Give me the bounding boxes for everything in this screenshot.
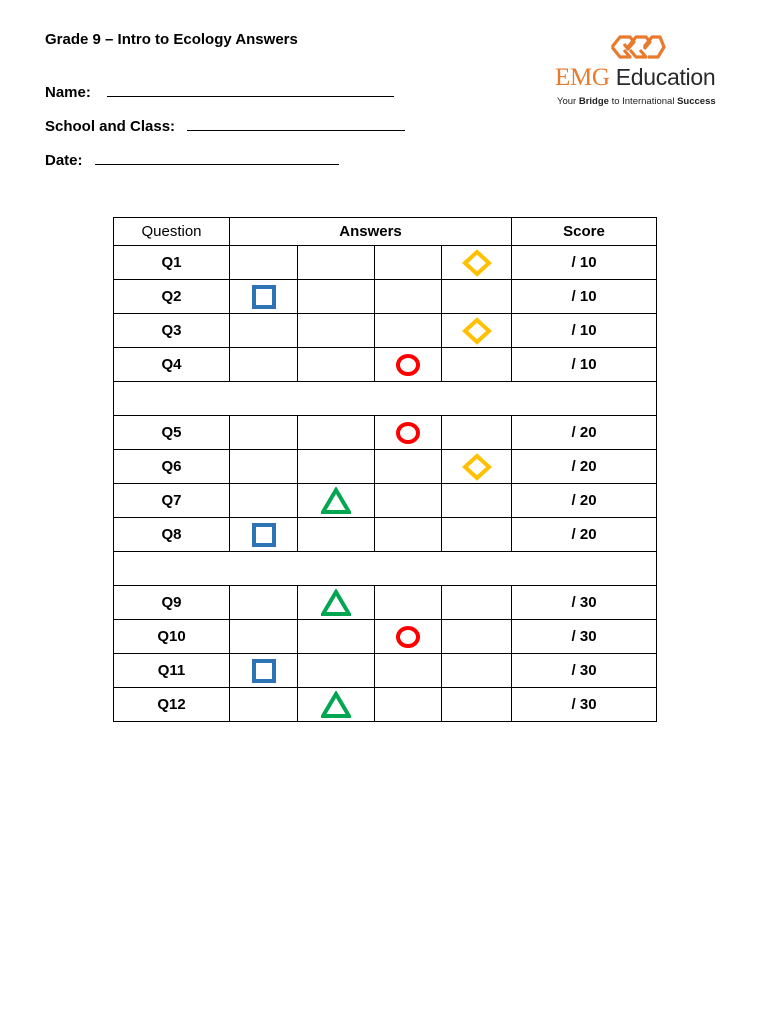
answer-cell[interactable] bbox=[375, 348, 442, 382]
answer-cell[interactable] bbox=[375, 450, 442, 484]
score-cell: / 30 bbox=[512, 620, 657, 654]
answer-cell[interactable] bbox=[375, 484, 442, 518]
answer-cell[interactable] bbox=[442, 620, 512, 654]
answer-cell[interactable] bbox=[375, 280, 442, 314]
date-line[interactable] bbox=[95, 150, 339, 165]
logo-wordmark bbox=[555, 64, 715, 92]
table-row bbox=[114, 688, 657, 722]
chain-link-icon bbox=[610, 32, 666, 62]
separator-row bbox=[114, 552, 657, 586]
table-row bbox=[114, 450, 657, 484]
date-field bbox=[45, 150, 339, 169]
triangle-icon bbox=[321, 487, 351, 515]
answer-cell[interactable] bbox=[230, 314, 298, 348]
name-line[interactable] bbox=[107, 82, 394, 97]
answer-cell[interactable] bbox=[375, 688, 442, 722]
table-row bbox=[114, 654, 657, 688]
answer-cell[interactable] bbox=[442, 416, 512, 450]
answer-cell[interactable] bbox=[230, 688, 298, 722]
circle-icon bbox=[393, 351, 423, 379]
score-cell: / 30 bbox=[512, 688, 657, 722]
answer-cell[interactable] bbox=[298, 484, 375, 518]
circle-icon bbox=[393, 623, 423, 651]
square-icon bbox=[249, 521, 279, 549]
answer-cell[interactable] bbox=[298, 246, 375, 280]
question-cell: Q12 bbox=[114, 688, 230, 722]
question-cell: Q5 bbox=[114, 416, 230, 450]
answer-cell[interactable] bbox=[298, 280, 375, 314]
table-row bbox=[114, 280, 657, 314]
separator-row bbox=[114, 382, 657, 416]
answer-cell[interactable] bbox=[375, 654, 442, 688]
triangle-icon bbox=[321, 691, 351, 719]
answer-cell[interactable] bbox=[375, 586, 442, 620]
answer-cell[interactable] bbox=[298, 586, 375, 620]
score-cell: / 30 bbox=[512, 586, 657, 620]
score-cell: / 20 bbox=[512, 450, 657, 484]
table-row bbox=[114, 348, 657, 382]
page-title: Grade 9 – Intro to Ecology Answers bbox=[45, 31, 298, 48]
question-cell: Q2 bbox=[114, 280, 230, 314]
answer-cell[interactable] bbox=[230, 246, 298, 280]
header-question: Question bbox=[114, 218, 230, 246]
triangle-icon bbox=[321, 589, 351, 617]
answer-cell[interactable] bbox=[442, 280, 512, 314]
score-cell: / 10 bbox=[512, 280, 657, 314]
question-cell: Q1 bbox=[114, 246, 230, 280]
table-row bbox=[114, 620, 657, 654]
score-cell: / 30 bbox=[512, 654, 657, 688]
answer-cell[interactable] bbox=[230, 280, 298, 314]
answer-cell[interactable] bbox=[298, 654, 375, 688]
answer-cell[interactable] bbox=[230, 450, 298, 484]
score-cell: / 20 bbox=[512, 484, 657, 518]
square-icon bbox=[249, 657, 279, 685]
question-cell: Q4 bbox=[114, 348, 230, 382]
name-field bbox=[45, 82, 394, 101]
diamond-icon bbox=[462, 317, 492, 345]
answer-cell[interactable] bbox=[442, 586, 512, 620]
answer-cell[interactable] bbox=[442, 314, 512, 348]
square-icon bbox=[249, 283, 279, 311]
answer-cell[interactable] bbox=[298, 518, 375, 552]
question-cell: Q7 bbox=[114, 484, 230, 518]
table-row bbox=[114, 314, 657, 348]
score-cell: / 10 bbox=[512, 348, 657, 382]
question-cell: Q10 bbox=[114, 620, 230, 654]
answer-cell[interactable] bbox=[230, 654, 298, 688]
answer-cell[interactable] bbox=[298, 688, 375, 722]
school-label: School and Class: bbox=[45, 118, 176, 135]
answer-cell[interactable] bbox=[442, 348, 512, 382]
school-line[interactable] bbox=[187, 116, 405, 131]
answer-cell[interactable] bbox=[298, 416, 375, 450]
question-cell: Q11 bbox=[114, 654, 230, 688]
emg-education-logo bbox=[552, 32, 732, 112]
question-cell: Q8 bbox=[114, 518, 230, 552]
answer-cell[interactable] bbox=[375, 314, 442, 348]
score-cell: / 20 bbox=[512, 416, 657, 450]
answer-cell[interactable] bbox=[298, 348, 375, 382]
answer-cell[interactable] bbox=[230, 620, 298, 654]
answer-cell[interactable] bbox=[230, 586, 298, 620]
name-label: Name: bbox=[45, 84, 91, 101]
question-cell: Q6 bbox=[114, 450, 230, 484]
answer-cell[interactable] bbox=[230, 416, 298, 450]
score-cell: / 10 bbox=[512, 246, 657, 280]
answer-cell[interactable] bbox=[298, 314, 375, 348]
circle-icon bbox=[393, 419, 423, 447]
diamond-icon bbox=[462, 249, 492, 277]
school-field bbox=[45, 116, 405, 135]
table-row bbox=[114, 518, 657, 552]
logo-word: Education bbox=[615, 64, 716, 90]
answer-table bbox=[113, 217, 657, 722]
score-cell: / 20 bbox=[512, 518, 657, 552]
logo-tagline: Your Bridge to International Success bbox=[557, 96, 716, 107]
answer-cell[interactable] bbox=[298, 450, 375, 484]
question-cell: Q9 bbox=[114, 586, 230, 620]
table-row bbox=[114, 586, 657, 620]
answer-cell[interactable] bbox=[298, 620, 375, 654]
answer-cell[interactable] bbox=[442, 654, 512, 688]
answer-cell[interactable] bbox=[375, 246, 442, 280]
date-label: Date: bbox=[45, 152, 83, 169]
table-row bbox=[114, 416, 657, 450]
answer-cell[interactable] bbox=[230, 518, 298, 552]
question-cell: Q3 bbox=[114, 314, 230, 348]
answer-cell[interactable] bbox=[230, 348, 298, 382]
answer-cell[interactable] bbox=[442, 518, 512, 552]
answer-cell[interactable] bbox=[442, 246, 512, 280]
answer-cell[interactable] bbox=[375, 416, 442, 450]
score-cell: / 10 bbox=[512, 314, 657, 348]
logo-brand: EMG bbox=[555, 64, 610, 91]
header-score: Score bbox=[512, 218, 657, 246]
answer-cell[interactable] bbox=[230, 484, 298, 518]
diamond-icon bbox=[462, 453, 492, 481]
answer-cell[interactable] bbox=[375, 518, 442, 552]
answer-cell[interactable] bbox=[375, 620, 442, 654]
header-answers: Answers bbox=[230, 218, 512, 246]
answer-cell[interactable] bbox=[442, 484, 512, 518]
answer-cell[interactable] bbox=[442, 688, 512, 722]
answer-cell[interactable] bbox=[442, 450, 512, 484]
table-row bbox=[114, 246, 657, 280]
table-row bbox=[114, 484, 657, 518]
